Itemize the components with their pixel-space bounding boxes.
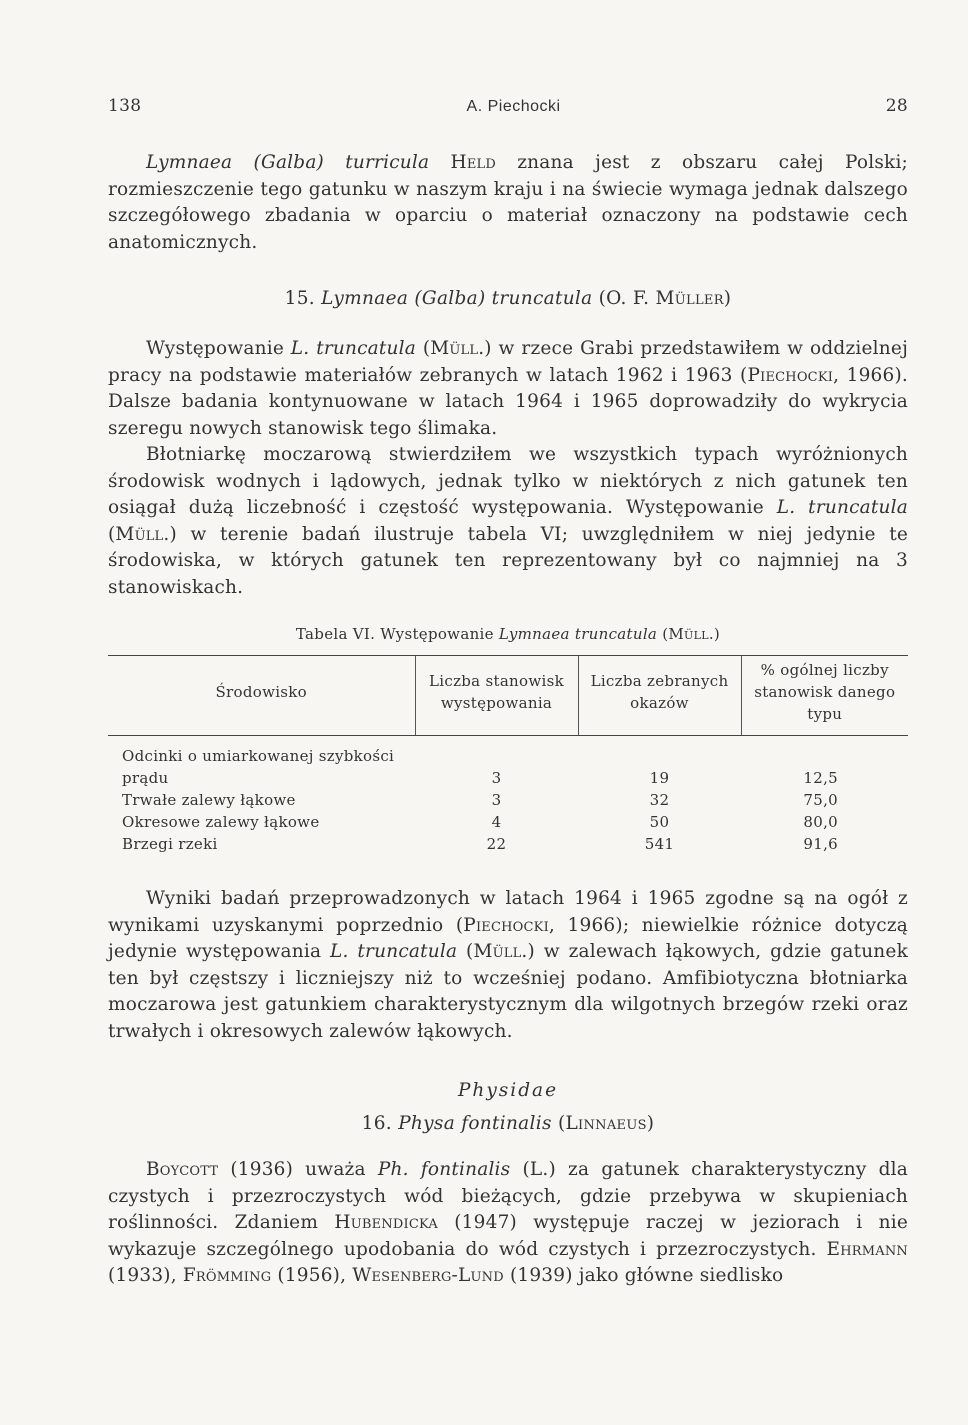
running-author: A. Piechocki (466, 98, 561, 115)
cell-environment: Trwałe zalewy łąkowe (122, 791, 296, 809)
species-name: truncatula (491, 288, 593, 309)
genus-name: Lymnaea (321, 288, 409, 309)
column-header: Środowisko (108, 656, 415, 736)
text-run: ( (457, 941, 474, 962)
cell-specimens: 19 (649, 769, 670, 787)
caption-text: ( (657, 625, 669, 643)
author-name: Boycott (146, 1159, 219, 1180)
paragraph-text: znana jest z obszaru całej Polski; rozmieszczenie tego gatunku w naszym kraju i na świecie wymaga jednak dalszego szczegółowego zbadania w oparciu o materiał oznaczony na podstawie cech anatomicznych. (108, 152, 908, 253)
species-name: turricula (345, 152, 430, 173)
text-run: (1939) jako główne siedlisko (503, 1265, 784, 1286)
text-run: ) w rzece Grabi przedstawiłem w oddzielnej pracy na podstawie materiałów zebranych w latach 1962 i 1963 ( (108, 338, 908, 386)
text-run: (L.) za gatunek charakterystyczny dla czystych i przezroczystych wód bieżących, gdzie przebywa w skupieniach roślinności. Zdaniem (108, 1159, 909, 1233)
cell-specimens: 32 (649, 791, 670, 809)
text-run: (1933), (108, 1265, 183, 1286)
cell-percent: 12,5 (803, 769, 838, 787)
author-name: Müller (655, 288, 724, 309)
author-name: Piechocki (463, 914, 549, 936)
genus-name: Physa (398, 1113, 456, 1134)
table-row (108, 736, 908, 790)
table-row (108, 811, 908, 833)
author-name: Linnaeus (565, 1113, 647, 1134)
text-run: Wyniki badań przeprowadzonych w latach 1964 i 1965 zgodne są na ogół z wynikami uzyskanymi poprzednio ( (108, 888, 908, 936)
author-close: ) (723, 288, 732, 309)
column-header: Liczba stanowisk występowania (415, 656, 578, 736)
text-run: ) w zalewach łąkowych, gdzie gatunek ten był częstszy i liczniejszy niż to wcześniej podano. Amfibiotyczna błotniarka moczarowa jest gatunkiem charakterystycznym dla wilgotnych brzegów rzeki oraz trwałych i okresowych zalewów łąkowych. (108, 941, 908, 1042)
author-name: Müll. (115, 523, 170, 545)
cell-environment: Okresowe zalewy łąkowe (122, 813, 320, 831)
author-name: Müll. (430, 338, 485, 359)
paragraph-physa (108, 1157, 908, 1290)
text-run: , 1966). Dalsze badania kontynuowane w latach 1964 i 1965 doprowadziły do wykrycia szeregu nowych stanowisk tego ślimaka. (108, 364, 908, 439)
author-open: (O. F. (598, 288, 656, 309)
cell-environment: Brzegi rzeki (122, 835, 218, 853)
species-name: Lymnaea truncatula (498, 625, 658, 643)
cell-specimens: 50 (649, 813, 670, 831)
text-run: Błotniarkę moczarową stwierdziłem we wszystkich typach wyróżnionych środowisk wodnych i lądowych, jednak tylko w niektórych z nich gatunek ten osiągał dużą liczebność i częstość występowania. Występowanie (108, 444, 908, 518)
cell-percent: 80,0 (803, 813, 838, 831)
author-name: Ehrmann (826, 1238, 908, 1260)
text-run: ) w terenie badań ilustruje tabela VI; uwzględniłem w niej jedynie te środowiska, w których gatunek ten reprezentowany był co najmniej na 3 stanowiskach. (108, 523, 908, 598)
page-number: 138 (108, 96, 142, 116)
section-number: 15. (284, 288, 315, 309)
section-heading-15 (108, 288, 908, 309)
cell-sites: 3 (491, 769, 502, 787)
text-run: (1936) uważa (218, 1159, 378, 1180)
author-name: Piechocki (747, 364, 834, 386)
paragraph-occurrence (108, 336, 908, 601)
species-name: L. truncatula (290, 338, 416, 359)
author-name: Held (450, 152, 496, 173)
cell-sites: 3 (491, 791, 502, 809)
author-open: ( (557, 1113, 566, 1134)
table-row (108, 833, 908, 855)
author-name: Müll. (668, 625, 714, 643)
author-name: Frömming (182, 1265, 272, 1286)
subgenus-name: (Galba) (253, 152, 324, 173)
table-vi (108, 655, 908, 855)
species-name: L. truncatula (330, 941, 458, 962)
genus-name: Lymnaea (146, 152, 233, 173)
cell-percent: 91,6 (803, 835, 838, 853)
column-header: Liczba zebranych okazów (578, 656, 741, 736)
running-header (108, 96, 908, 116)
paragraph-results (108, 886, 908, 1045)
family-heading (108, 1080, 908, 1101)
author-name: Wesenberg-Lund (352, 1265, 504, 1286)
paragraph-turricula (108, 150, 908, 256)
section-heading-16 (108, 1113, 908, 1134)
text-run: ( (416, 338, 431, 359)
table-row (108, 789, 908, 811)
issue-number: 28 (885, 96, 908, 116)
table-header-row (108, 656, 908, 736)
subgenus-name: (Galba) (414, 288, 486, 309)
text-run: , 1966); niewielkie różnice dotyczą jedynie występowania (108, 914, 908, 962)
text-run: ( (108, 523, 116, 545)
text-run: Występowanie (146, 338, 291, 359)
cell-sites: 22 (486, 835, 507, 853)
caption-text: Tabela VI. Występowanie (295, 625, 499, 643)
text-run: (1947) występuje raczej w jeziorach i nie wykazuje szczególnego upodobania do wód czystych i przezroczystych. (108, 1212, 908, 1260)
species-name: fontinalis (461, 1113, 552, 1134)
section-number: 16. (361, 1113, 392, 1134)
table-caption (108, 625, 908, 643)
author-name: Müll. (473, 941, 528, 962)
cell-specimens: 541 (644, 835, 675, 853)
cell-environment: Odcinki o umiarkowanej szybkości prądu (122, 747, 395, 787)
author-close: ) (646, 1113, 655, 1134)
species-name: Ph. fontinalis (377, 1159, 511, 1180)
column-header: % ogólnej liczby stanowisk danego typu (741, 656, 908, 736)
cell-sites: 4 (491, 813, 502, 831)
caption-text: ) (713, 625, 721, 643)
text-run: (1956), (271, 1265, 353, 1286)
cell-percent: 75,0 (803, 791, 838, 809)
family-name: Physidae (457, 1080, 559, 1101)
species-name: L. truncatula (776, 497, 908, 518)
author-name: Hubendicka (334, 1212, 438, 1233)
